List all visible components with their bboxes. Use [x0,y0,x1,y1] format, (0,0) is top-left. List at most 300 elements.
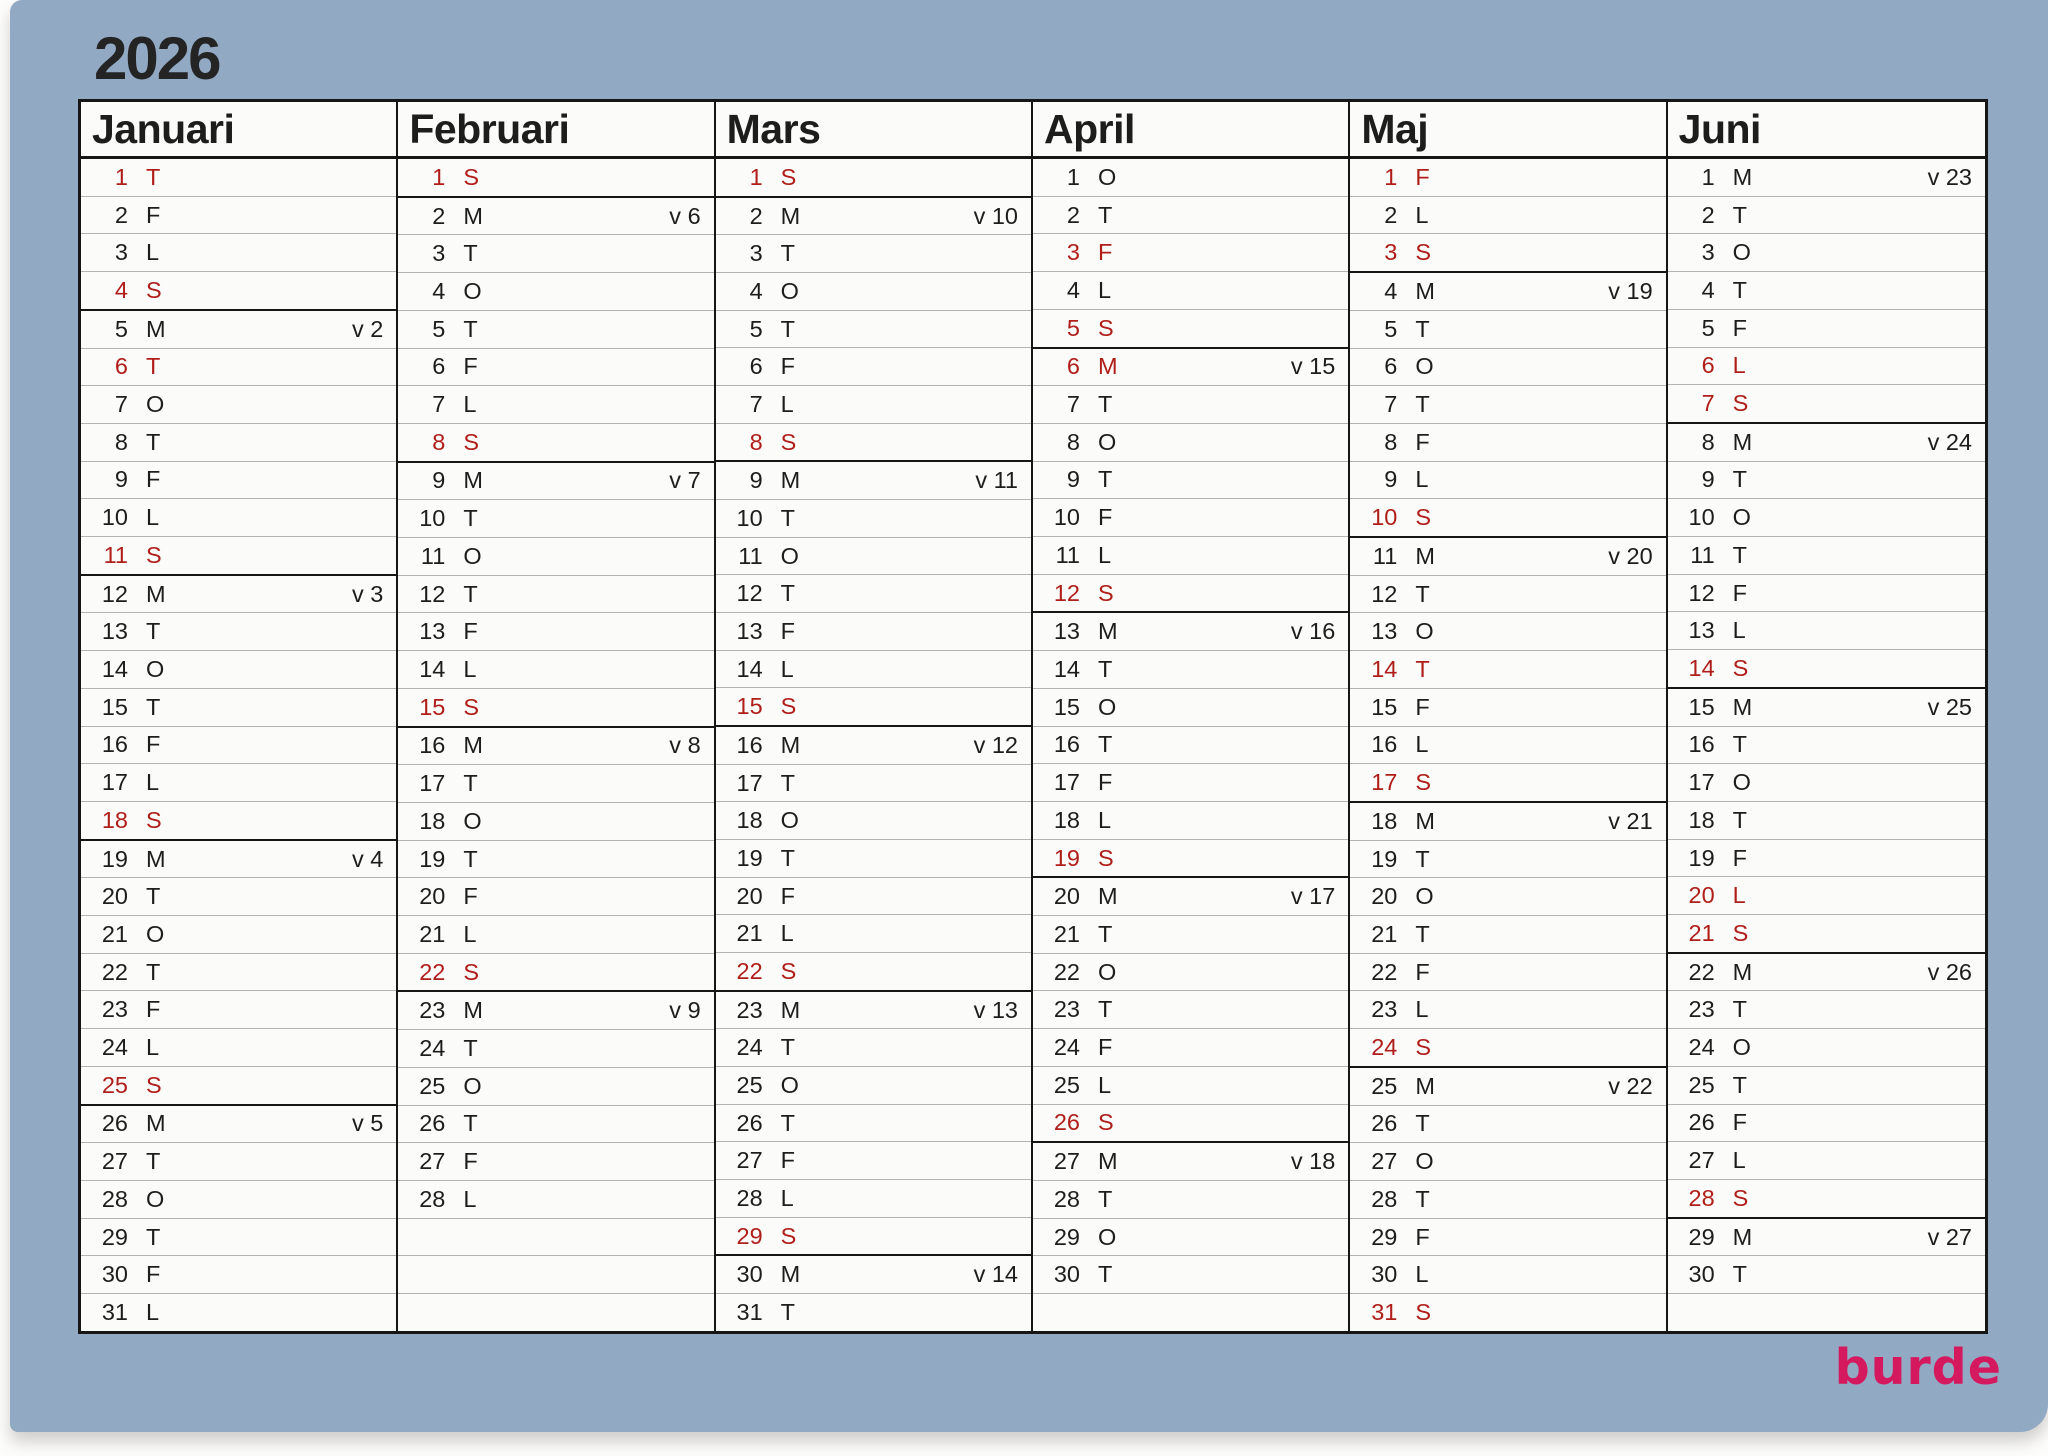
day-row [716,347,1031,385]
day-row [81,839,396,878]
weekday-letter: T [463,1110,478,1137]
day-row [716,1066,1031,1104]
day-number: 26 [419,1110,446,1137]
weekday-letter: T [1098,1261,1113,1288]
weekday-letter: F [1415,693,1430,720]
day-row [1033,536,1348,574]
weekday-letter: L [1732,882,1746,909]
day-row [1033,196,1348,234]
day-row [1668,271,1985,309]
day-row [1668,233,1985,271]
day-number: 20 [1688,882,1715,909]
day-number: 28 [1688,1184,1715,1211]
weekday-letter: L [1732,1147,1746,1174]
day-row [716,1028,1031,1066]
day-row [81,1066,396,1104]
weekday-letter: L [1098,541,1112,568]
day-number: 21 [101,920,128,947]
day-number: 10 [1371,504,1398,531]
weekday-letter: L [463,655,477,682]
day-row [1033,385,1348,423]
weekday-letter: T [1732,1071,1748,1098]
day-number: 1 [1066,163,1080,190]
weekday-letter: M [780,1261,801,1288]
day-row [398,1105,713,1143]
weekday-letter: T [1732,541,1748,568]
day-number: 22 [1371,958,1398,985]
day-number: 18 [419,807,446,834]
weekday-letter: S [463,163,480,190]
day-number: 25 [1371,1072,1398,1099]
weekday-letter: S [780,693,797,720]
day-number: 31 [1371,1298,1398,1325]
day-number: 3 [1066,239,1080,266]
month-column-maj [1350,102,1667,1331]
weekday-letter: F [463,1148,478,1175]
weekday-letter: S [1415,1034,1432,1061]
weekday-letter: S [463,958,480,985]
week-number: v 18 [1290,1148,1336,1175]
day-row [81,688,396,726]
day-number: 3 [114,239,128,266]
day-number: 24 [736,1034,763,1061]
day-row [81,1180,396,1218]
weekday-letter: T [463,240,478,267]
day-row [81,159,396,196]
week-number: v 11 [975,467,1018,494]
weekday-letter: M [1415,542,1435,569]
weekday-letter: O [463,1072,482,1099]
day-number: 4 [1066,276,1080,303]
weekday-letter: F [1732,579,1748,606]
weekday-letter: T [146,958,161,985]
weekday-letter: S [780,957,797,984]
weekday-letter: T [1098,920,1113,947]
day-number: 7 [749,390,763,417]
day-number: 20 [1053,883,1080,910]
day-number: 18 [101,806,128,833]
day-row [1033,611,1348,650]
day-number: 15 [1371,693,1398,720]
day-number: 19 [101,845,128,872]
weekday-letter: T [1098,391,1113,418]
day-row [1668,1217,1985,1256]
day-number: 28 [101,1185,128,1212]
day-number: 27 [101,1148,128,1175]
day-row [81,348,396,386]
weekday-letter: S [463,693,480,720]
day-row [1033,574,1348,612]
day-row [81,385,396,423]
day-row [81,498,396,536]
day-row [1033,688,1348,726]
day-row [398,537,713,575]
weekday-letter: O [1098,958,1117,985]
day-row [81,650,396,688]
weekday-letter: M [1098,883,1118,910]
day-row [716,990,1031,1029]
weekday-letter: T [1098,201,1113,228]
week-number: v 4 [351,845,384,872]
day-number: 26 [1371,1110,1398,1137]
day-number: 29 [1053,1223,1080,1250]
weekday-letter: M [1732,1223,1753,1250]
weekday-letter: T [780,1034,796,1061]
day-row [1033,233,1348,271]
day-number: 8 [432,428,446,455]
day-row [1350,1293,1665,1331]
day-row [81,763,396,801]
day-row [1033,1255,1348,1293]
day-row [1350,461,1665,499]
day-number: 24 [101,1034,128,1061]
day-row [1033,1180,1348,1218]
weekday-letter: T [1415,1110,1430,1137]
weekday-letter: F [780,353,796,380]
weekday-letter: M [1415,277,1435,304]
weekday-letter: T [146,693,161,720]
day-number: 7 [432,391,446,418]
day-row [81,233,396,271]
day-number: 27 [1053,1148,1080,1175]
weekday-letter: O [1732,1034,1751,1061]
month-header: Maj [1350,102,1665,159]
day-row [81,801,396,839]
month-header: Februari [398,102,713,159]
day-number: 10 [1053,504,1080,531]
weekday-letter: T [146,883,161,910]
day-row [1350,990,1665,1028]
day-number: 23 [1053,996,1080,1023]
weekday-letter: S [1098,844,1114,871]
week-number: v 7 [669,467,701,494]
weekday-letter: T [780,580,796,607]
day-row [716,385,1031,423]
day-number: 7 [1384,391,1398,418]
day-number: 11 [1372,542,1398,569]
day-row [716,650,1031,688]
day-number: 23 [1371,996,1398,1023]
day-number: 29 [1371,1223,1398,1250]
day-row [716,537,1031,575]
day-row [1033,1218,1348,1256]
weekday-letter: T [1415,315,1430,342]
day-number: 17 [1371,769,1398,796]
day-row [1668,876,1985,914]
day-row [1350,1180,1665,1218]
day-number: 18 [1053,806,1080,833]
day-row [1033,953,1348,991]
day-row [1350,877,1665,915]
day-row [398,499,713,537]
day-row [398,764,713,802]
day-number: 18 [1688,806,1715,833]
weekday-letter: T [780,504,796,531]
day-row [1350,801,1665,840]
weekday-letter: M [146,315,166,342]
day-number: 4 [432,277,446,304]
day-number: 12 [419,580,446,607]
day-row [81,423,396,461]
weekday-letter: O [1415,883,1434,910]
day-row [716,499,1031,537]
day-row [1350,763,1665,801]
day-number: 1 [432,163,446,190]
weekday-letter: O [1732,504,1751,531]
day-number: 15 [101,693,128,720]
day-number: 30 [736,1261,763,1288]
day-number: 6 [1701,352,1715,379]
day-number: 30 [1688,1261,1715,1288]
weekday-letter: M [1415,1072,1435,1099]
day-number: 12 [736,580,763,607]
day-row [1350,840,1665,878]
day-number: 22 [736,957,763,984]
weekday-letter: T [146,1223,161,1250]
weekday-letter: O [1415,618,1434,645]
weekday-letter: L [463,920,477,947]
weekday-letter: M [1732,163,1753,190]
day-number: 16 [1371,731,1398,758]
day-row [81,1218,396,1256]
day-row [398,461,713,500]
day-number: 15 [419,693,446,720]
weekday-letter: L [1732,617,1746,644]
weekday-letter: M [146,845,166,872]
day-row [1668,461,1985,499]
weekday-letter: F [1098,504,1113,531]
day-row [1033,347,1348,386]
weekday-letter: T [780,1298,796,1325]
week-number: v 26 [1927,958,1972,985]
weekday-letter: S [463,428,480,455]
weekday-letter: T [463,770,478,797]
weekday-letter: S [1732,1184,1749,1211]
weekday-letter: F [1415,163,1430,190]
day-row [1668,687,1985,726]
day-row [1668,914,1985,952]
month-rows [398,159,713,1331]
day-number: 10 [736,504,763,531]
day-number: 4 [749,277,763,304]
day-row [398,1029,713,1067]
empty-row [1033,1293,1348,1331]
day-row [716,1141,1031,1179]
day-number: 9 [432,467,446,494]
weekday-letter: S [780,1222,797,1249]
day-row [1350,423,1665,461]
weekday-letter: T [1732,1261,1748,1288]
weekday-letter: T [1098,655,1113,682]
day-row [1350,915,1665,953]
month-rows [1033,159,1348,1331]
weekday-letter: F [780,617,796,644]
weekday-letter: F [1732,1109,1748,1136]
day-number: 9 [1701,466,1715,493]
weekday-letter: F [1732,314,1748,341]
day-row [81,990,396,1028]
day-number: 6 [432,353,446,380]
weekday-letter: F [1415,428,1430,455]
day-row [1033,990,1348,1028]
day-row [398,1180,713,1218]
day-number: 11 [103,541,128,568]
day-number: 4 [114,276,128,303]
weekday-letter: L [146,239,160,266]
weekday-letter: M [1732,693,1753,720]
weekday-letter: S [1415,239,1432,266]
day-number: 19 [419,845,446,872]
day-number: 2 [432,202,446,229]
day-number: 16 [1053,731,1080,758]
weekday-letter: F [1415,958,1430,985]
weekday-letter: S [1098,579,1114,606]
day-row [398,348,713,386]
weekday-letter: F [1098,1034,1113,1061]
day-number: 12 [1688,579,1715,606]
weekday-letter: L [1098,276,1112,303]
day-row [1033,1028,1348,1066]
month-column-januari [81,102,398,1331]
weekday-letter: O [146,1185,165,1212]
day-row [81,1028,396,1066]
day-row [1350,1028,1665,1066]
month-rows [81,159,396,1331]
day-row [1350,1066,1665,1105]
day-number: 30 [1371,1261,1398,1288]
day-number: 14 [101,655,128,682]
week-number: v 19 [1608,277,1653,304]
day-number: 14 [1053,655,1080,682]
day-row [1350,1105,1665,1143]
weekday-letter: T [1732,466,1748,493]
day-row [1668,611,1985,649]
weekday-letter: O [146,655,165,682]
week-number: v 8 [669,732,701,759]
weekday-letter: T [1415,655,1430,682]
day-number: 25 [736,1071,763,1098]
day-number: 18 [736,807,763,834]
day-row [398,877,713,915]
weekday-letter: M [1732,428,1753,455]
day-number: 26 [736,1109,763,1136]
day-number: 19 [1688,844,1715,871]
day-row [398,310,713,348]
day-row [81,877,396,915]
day-number: 30 [1053,1261,1080,1288]
day-row [1350,575,1665,613]
day-row [716,612,1031,650]
day-number: 31 [736,1298,763,1325]
day-row [1033,271,1348,309]
day-row [1350,348,1665,386]
day-number: 20 [736,882,763,909]
weekday-letter: F [463,618,478,645]
day-number: 4 [1701,276,1715,303]
day-row [1033,726,1348,764]
day-number: 25 [1688,1071,1715,1098]
day-row [716,914,1031,952]
day-number: 3 [432,240,446,267]
day-row [716,272,1031,310]
weekday-letter: T [1415,1185,1430,1212]
weekday-letter: O [463,807,482,834]
day-row [716,839,1031,877]
month-header: April [1033,102,1348,159]
day-number: 8 [749,428,763,455]
day-row [1350,726,1665,764]
day-row [1350,650,1665,688]
week-number: v 17 [1290,883,1336,910]
day-number: 12 [1053,579,1080,606]
weekday-letter: O [146,391,165,418]
weekday-letter: T [1732,201,1748,228]
day-row [1350,953,1665,991]
weekday-letter: M [1098,353,1118,380]
weekday-letter: F [1098,769,1113,796]
month-header: Januari [81,102,396,159]
day-number: 16 [1688,731,1715,758]
weekday-letter: T [1732,276,1748,303]
week-number: v 27 [1927,1223,1972,1250]
day-number: 13 [419,618,446,645]
week-number: v 21 [1608,807,1653,834]
weekday-letter: O [1415,1148,1434,1175]
day-number: 8 [1701,428,1715,455]
weekday-letter: L [1732,352,1746,379]
week-number: v 24 [1927,428,1972,455]
weekday-letter: S [780,163,797,190]
weekday-letter: L [1415,201,1429,228]
month-column-februari [398,102,715,1331]
day-row [1668,990,1985,1028]
calendar-page [10,0,2048,1432]
day-number: 14 [419,655,446,682]
empty-row [398,1218,713,1256]
day-row [81,574,396,613]
day-row [1350,1142,1665,1180]
weekday-letter: T [780,844,796,871]
weekday-letter: F [146,731,161,758]
day-row [81,612,396,650]
burde-logo: burde [1834,1339,2002,1396]
day-number: 17 [736,769,763,796]
day-number: 21 [1688,919,1715,946]
weekday-letter: L [463,1185,477,1212]
empty-row [398,1255,713,1293]
day-number: 21 [1371,920,1398,947]
day-number: 6 [749,353,763,380]
weekday-letter: L [1415,1261,1429,1288]
week-number: v 25 [1927,693,1972,720]
day-number: 11 [1055,541,1080,568]
day-row [716,952,1031,990]
day-row [1033,915,1348,953]
weekday-letter: M [463,202,483,229]
day-row [716,687,1031,725]
day-number: 26 [1688,1109,1715,1136]
weekday-letter: S [146,276,162,303]
weekday-letter: T [1732,806,1748,833]
day-row [1350,612,1665,650]
day-number: 1 [1701,163,1715,190]
day-number: 24 [419,1035,446,1062]
weekday-letter: F [1415,1223,1430,1250]
day-number: 3 [749,240,763,267]
day-number: 2 [114,201,128,228]
day-number: 21 [736,920,763,947]
day-number: 1 [749,163,763,190]
